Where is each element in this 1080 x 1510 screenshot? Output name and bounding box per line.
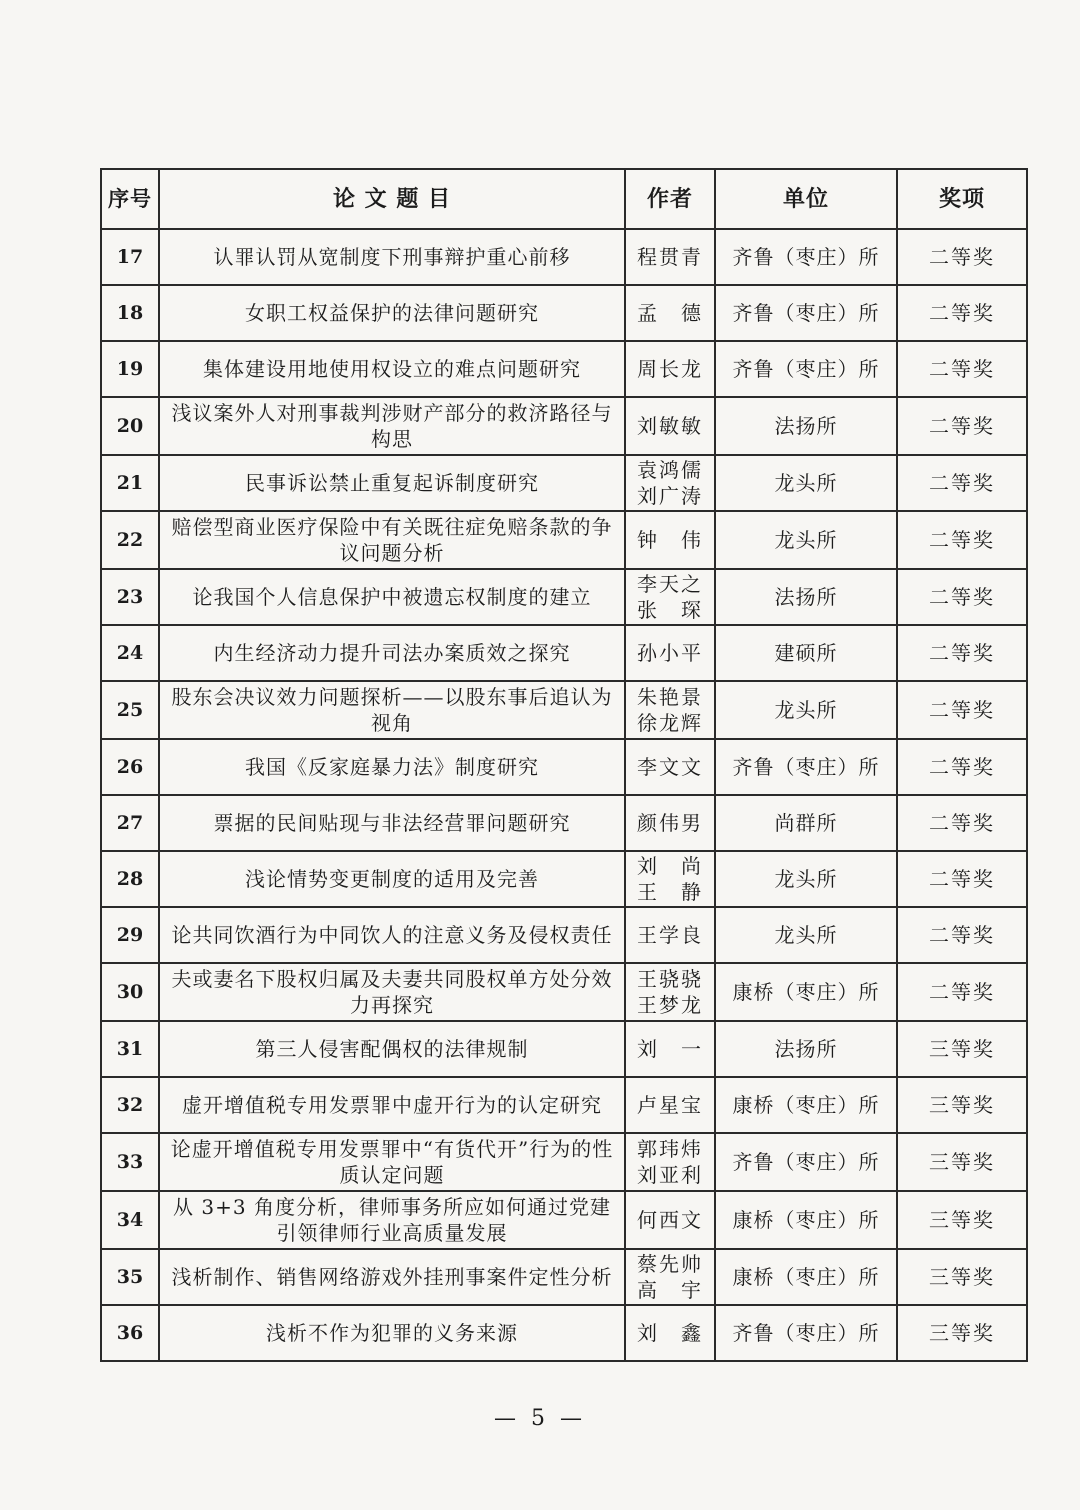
author-cell bbox=[625, 1021, 715, 1077]
table-row bbox=[101, 1077, 1027, 1133]
award-level: 二等奖 bbox=[897, 569, 1027, 625]
table-row bbox=[101, 569, 1027, 625]
row-number: 33 bbox=[101, 1133, 159, 1191]
unit-name: 龙头所 bbox=[715, 681, 897, 739]
unit-name: 法扬所 bbox=[715, 569, 897, 625]
row-number: 28 bbox=[101, 851, 159, 907]
award-level: 二等奖 bbox=[897, 285, 1027, 341]
row-number: 23 bbox=[101, 569, 159, 625]
paper-title: 认罪认罚从宽制度下刑事辩护重心前移 bbox=[159, 229, 625, 285]
unit-name: 建硕所 bbox=[715, 625, 897, 681]
author-cell bbox=[625, 285, 715, 341]
author-name: 高 宇 bbox=[637, 1278, 703, 1302]
author-name: 何西文 bbox=[637, 1208, 703, 1232]
unit-name: 齐鲁（枣庄）所 bbox=[715, 341, 897, 397]
header-author: 作者 bbox=[625, 169, 715, 229]
header-unit: 单位 bbox=[715, 169, 897, 229]
author-name: 蔡先帅 bbox=[637, 1252, 703, 1276]
paper-title: 女职工权益保护的法律问题研究 bbox=[159, 285, 625, 341]
table-header-row bbox=[101, 169, 1027, 229]
paper-title: 第三人侵害配偶权的法律规制 bbox=[159, 1021, 625, 1077]
paper-title: 论虚开增值税专用发票罪中“有货代开”行为的性质认定问题 bbox=[159, 1133, 625, 1191]
row-number: 35 bbox=[101, 1249, 159, 1305]
row-number: 27 bbox=[101, 795, 159, 851]
author-name: 王骁骁 bbox=[637, 967, 703, 991]
author-cell bbox=[625, 851, 715, 907]
award-level: 二等奖 bbox=[897, 455, 1027, 511]
unit-name: 齐鲁（枣庄）所 bbox=[715, 739, 897, 795]
paper-title: 内生经济动力提升司法办案质效之探究 bbox=[159, 625, 625, 681]
paper-title: 从 3+3 角度分析，律师事务所应如何通过党建引领律师行业高质量发展 bbox=[159, 1191, 625, 1249]
author-cell bbox=[625, 569, 715, 625]
author-name: 朱艳景 bbox=[637, 685, 703, 709]
paper-title: 股东会决议效力问题探析——以股东事后追认为视角 bbox=[159, 681, 625, 739]
unit-name: 龙头所 bbox=[715, 907, 897, 963]
author-cell bbox=[625, 1077, 715, 1133]
table-row bbox=[101, 625, 1027, 681]
author-cell bbox=[625, 1133, 715, 1191]
unit-name: 齐鲁（枣庄）所 bbox=[715, 1133, 897, 1191]
row-number: 29 bbox=[101, 907, 159, 963]
author-name: 王梦龙 bbox=[637, 993, 703, 1017]
table-row bbox=[101, 963, 1027, 1021]
author-cell bbox=[625, 963, 715, 1021]
author-cell bbox=[625, 455, 715, 511]
awards-table bbox=[100, 168, 1028, 1362]
author-cell bbox=[625, 907, 715, 963]
award-level: 二等奖 bbox=[897, 681, 1027, 739]
author-name: 程贯青 bbox=[637, 245, 703, 269]
author-cell bbox=[625, 681, 715, 739]
award-level: 三等奖 bbox=[897, 1191, 1027, 1249]
paper-title: 民事诉讼禁止重复起诉制度研究 bbox=[159, 455, 625, 511]
author-name: 李文文 bbox=[637, 755, 703, 779]
author-name: 孟 德 bbox=[637, 301, 703, 325]
author-name: 刘 尚 bbox=[637, 854, 703, 878]
header-title: 论 文 题 目 bbox=[159, 169, 625, 229]
page-number: — 5 — bbox=[494, 1406, 586, 1431]
row-number: 32 bbox=[101, 1077, 159, 1133]
author-name: 郭玮炜 bbox=[637, 1137, 703, 1161]
table-row bbox=[101, 907, 1027, 963]
row-number: 24 bbox=[101, 625, 159, 681]
row-number: 36 bbox=[101, 1305, 159, 1361]
award-level: 二等奖 bbox=[897, 229, 1027, 285]
unit-name: 齐鲁（枣庄）所 bbox=[715, 229, 897, 285]
author-name: 颜伟男 bbox=[637, 811, 703, 835]
paper-title: 浅析制作、销售网络游戏外挂刑事案件定性分析 bbox=[159, 1249, 625, 1305]
award-level: 二等奖 bbox=[897, 795, 1027, 851]
author-cell bbox=[625, 739, 715, 795]
row-number: 20 bbox=[101, 397, 159, 455]
author-name: 王学良 bbox=[637, 923, 703, 947]
table-row bbox=[101, 1133, 1027, 1191]
table-row bbox=[101, 397, 1027, 455]
author-name: 刘 一 bbox=[637, 1037, 703, 1061]
row-number: 21 bbox=[101, 455, 159, 511]
unit-name: 龙头所 bbox=[715, 511, 897, 569]
author-name: 李天之 bbox=[637, 572, 703, 596]
award-level: 二等奖 bbox=[897, 511, 1027, 569]
author-name: 刘广涛 bbox=[637, 484, 703, 508]
unit-name: 康桥（枣庄）所 bbox=[715, 1249, 897, 1305]
author-cell bbox=[625, 795, 715, 851]
row-number: 17 bbox=[101, 229, 159, 285]
author-name: 周长龙 bbox=[637, 357, 703, 381]
award-level: 二等奖 bbox=[897, 963, 1027, 1021]
paper-title: 虚开增值税专用发票罪中虚开行为的认定研究 bbox=[159, 1077, 625, 1133]
unit-name: 康桥（枣庄）所 bbox=[715, 1191, 897, 1249]
paper-title: 论共同饮酒行为中同饮人的注意义务及侵权责任 bbox=[159, 907, 625, 963]
author-name: 孙小平 bbox=[637, 641, 703, 665]
unit-name: 法扬所 bbox=[715, 1021, 897, 1077]
award-level: 二等奖 bbox=[897, 739, 1027, 795]
header-number: 序号 bbox=[101, 169, 159, 229]
table-row bbox=[101, 1191, 1027, 1249]
award-level: 二等奖 bbox=[897, 907, 1027, 963]
unit-name: 尚群所 bbox=[715, 795, 897, 851]
table-row bbox=[101, 229, 1027, 285]
table-row bbox=[101, 455, 1027, 511]
unit-name: 齐鲁（枣庄）所 bbox=[715, 285, 897, 341]
award-level: 三等奖 bbox=[897, 1077, 1027, 1133]
row-number: 30 bbox=[101, 963, 159, 1021]
row-number: 22 bbox=[101, 511, 159, 569]
paper-title: 论我国个人信息保护中被遗忘权制度的建立 bbox=[159, 569, 625, 625]
unit-name: 康桥（枣庄）所 bbox=[715, 963, 897, 1021]
table-row bbox=[101, 739, 1027, 795]
award-level: 二等奖 bbox=[897, 625, 1027, 681]
table-row bbox=[101, 1249, 1027, 1305]
author-name: 徐龙辉 bbox=[637, 711, 703, 735]
author-name: 王 静 bbox=[637, 880, 703, 904]
author-cell bbox=[625, 397, 715, 455]
unit-name: 法扬所 bbox=[715, 397, 897, 455]
unit-name: 龙头所 bbox=[715, 455, 897, 511]
award-level: 二等奖 bbox=[897, 851, 1027, 907]
table-row bbox=[101, 1305, 1027, 1361]
author-name: 钟 伟 bbox=[637, 528, 703, 552]
award-level: 三等奖 bbox=[897, 1021, 1027, 1077]
paper-title: 集体建设用地使用权设立的难点问题研究 bbox=[159, 341, 625, 397]
row-number: 26 bbox=[101, 739, 159, 795]
paper-title: 浅论情势变更制度的适用及完善 bbox=[159, 851, 625, 907]
award-level: 二等奖 bbox=[897, 341, 1027, 397]
table-row bbox=[101, 681, 1027, 739]
table-row bbox=[101, 795, 1027, 851]
unit-name: 康桥（枣庄）所 bbox=[715, 1077, 897, 1133]
row-number: 19 bbox=[101, 341, 159, 397]
author-cell bbox=[625, 1249, 715, 1305]
author-cell bbox=[625, 1305, 715, 1361]
paper-title: 票据的民间贴现与非法经营罪问题研究 bbox=[159, 795, 625, 851]
table-row bbox=[101, 851, 1027, 907]
table-row bbox=[101, 511, 1027, 569]
award-level: 二等奖 bbox=[897, 397, 1027, 455]
table-row bbox=[101, 285, 1027, 341]
author-cell bbox=[625, 1191, 715, 1249]
author-name: 袁鸿儒 bbox=[637, 458, 703, 482]
author-cell bbox=[625, 341, 715, 397]
award-level: 三等奖 bbox=[897, 1133, 1027, 1191]
paper-title: 浅析不作为犯罪的义务来源 bbox=[159, 1305, 625, 1361]
table-row bbox=[101, 341, 1027, 397]
author-cell bbox=[625, 229, 715, 285]
author-cell bbox=[625, 625, 715, 681]
row-number: 34 bbox=[101, 1191, 159, 1249]
paper-title: 赔偿型商业医疗保险中有关既往症免赔条款的争议问题分析 bbox=[159, 511, 625, 569]
author-name: 刘 鑫 bbox=[637, 1321, 703, 1345]
paper-title: 浅议案外人对刑事裁判涉财产部分的救济路径与构思 bbox=[159, 397, 625, 455]
paper-title: 夫或妻名下股权归属及夫妻共同股权单方处分效力再探究 bbox=[159, 963, 625, 1021]
author-name: 卢星宝 bbox=[637, 1093, 703, 1117]
award-level: 三等奖 bbox=[897, 1249, 1027, 1305]
table-body bbox=[101, 229, 1027, 1361]
unit-name: 齐鲁（枣庄）所 bbox=[715, 1305, 897, 1361]
unit-name: 龙头所 bbox=[715, 851, 897, 907]
row-number: 18 bbox=[101, 285, 159, 341]
row-number: 31 bbox=[101, 1021, 159, 1077]
row-number: 25 bbox=[101, 681, 159, 739]
author-name: 刘亚利 bbox=[637, 1163, 703, 1187]
paper-title: 我国《反家庭暴力法》制度研究 bbox=[159, 739, 625, 795]
award-level: 三等奖 bbox=[897, 1305, 1027, 1361]
header-award: 奖项 bbox=[897, 169, 1027, 229]
table-row bbox=[101, 1021, 1027, 1077]
author-name: 刘敏敏 bbox=[637, 414, 703, 438]
author-cell bbox=[625, 511, 715, 569]
author-name: 张 琛 bbox=[637, 598, 703, 622]
